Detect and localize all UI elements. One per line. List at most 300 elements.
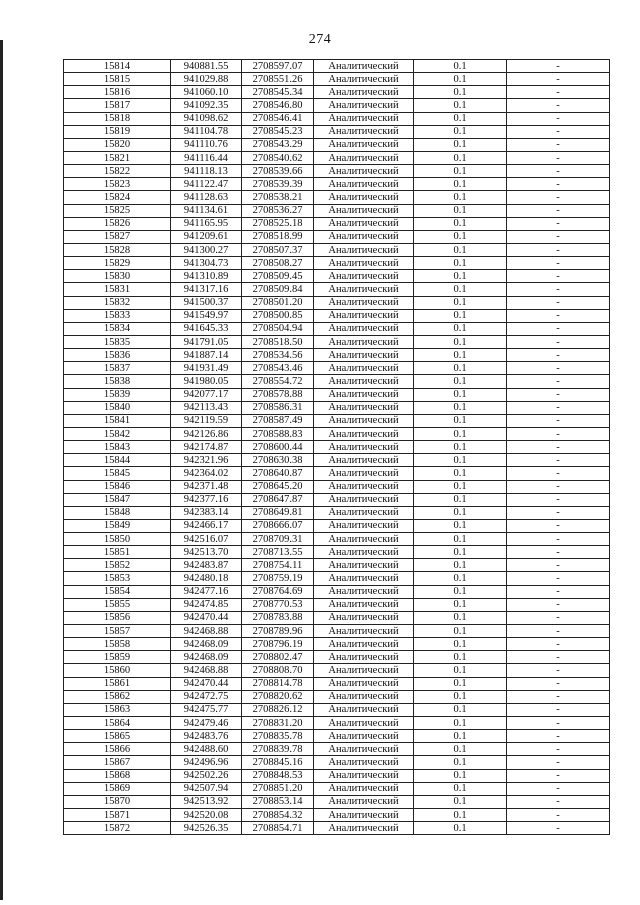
accuracy-cell: 0.1 bbox=[414, 703, 507, 716]
x-coordinate-cell: 942479.46 bbox=[171, 717, 242, 730]
x-coordinate-cell: 942174.87 bbox=[171, 441, 242, 454]
table-row bbox=[64, 782, 610, 795]
note-cell: - bbox=[507, 230, 610, 243]
y-coordinate-cell: 2708543.46 bbox=[242, 362, 314, 375]
y-coordinate-cell: 2708839.78 bbox=[242, 743, 314, 756]
x-coordinate-cell: 942364.02 bbox=[171, 467, 242, 480]
point-number-cell: 15867 bbox=[64, 756, 171, 769]
point-number-cell: 15870 bbox=[64, 795, 171, 808]
note-cell: - bbox=[507, 73, 610, 86]
table-row bbox=[64, 519, 610, 532]
method-cell: Аналитический bbox=[314, 349, 414, 362]
y-coordinate-cell: 2708814.78 bbox=[242, 677, 314, 690]
table-row bbox=[64, 703, 610, 716]
x-coordinate-cell: 942475.77 bbox=[171, 703, 242, 716]
method-cell: Аналитический bbox=[314, 677, 414, 690]
method-cell: Аналитический bbox=[314, 743, 414, 756]
note-cell: - bbox=[507, 375, 610, 388]
y-coordinate-cell: 2708770.53 bbox=[242, 598, 314, 611]
table-row bbox=[64, 230, 610, 243]
note-cell: - bbox=[507, 756, 610, 769]
table-row bbox=[64, 625, 610, 638]
method-cell: Аналитический bbox=[314, 809, 414, 822]
note-cell: - bbox=[507, 651, 610, 664]
y-coordinate-cell: 2708630.38 bbox=[242, 454, 314, 467]
accuracy-cell: 0.1 bbox=[414, 414, 507, 427]
method-cell: Аналитический bbox=[314, 559, 414, 572]
note-cell: - bbox=[507, 690, 610, 703]
table-row bbox=[64, 73, 610, 86]
y-coordinate-cell: 2708508.27 bbox=[242, 257, 314, 270]
point-number-cell: 15831 bbox=[64, 283, 171, 296]
y-coordinate-cell: 2708783.88 bbox=[242, 611, 314, 624]
method-cell: Аналитический bbox=[314, 322, 414, 335]
accuracy-cell: 0.1 bbox=[414, 730, 507, 743]
point-number-cell: 15860 bbox=[64, 664, 171, 677]
accuracy-cell: 0.1 bbox=[414, 769, 507, 782]
method-cell: Аналитический bbox=[314, 112, 414, 125]
x-coordinate-cell: 942474.85 bbox=[171, 598, 242, 611]
note-cell: - bbox=[507, 165, 610, 178]
note-cell: - bbox=[507, 414, 610, 427]
x-coordinate-cell: 942496.96 bbox=[171, 756, 242, 769]
x-coordinate-cell: 941317.16 bbox=[171, 283, 242, 296]
y-coordinate-cell: 2708597.07 bbox=[242, 60, 314, 73]
accuracy-cell: 0.1 bbox=[414, 427, 507, 440]
point-number-cell: 15872 bbox=[64, 822, 171, 835]
accuracy-cell: 0.1 bbox=[414, 112, 507, 125]
point-number-cell: 15819 bbox=[64, 125, 171, 138]
y-coordinate-cell: 2708587.49 bbox=[242, 414, 314, 427]
note-cell: - bbox=[507, 809, 610, 822]
method-cell: Аналитический bbox=[314, 454, 414, 467]
table-row bbox=[64, 611, 610, 624]
y-coordinate-cell: 2708854.71 bbox=[242, 822, 314, 835]
point-number-cell: 15836 bbox=[64, 349, 171, 362]
note-cell: - bbox=[507, 322, 610, 335]
y-coordinate-cell: 2708600.44 bbox=[242, 441, 314, 454]
accuracy-cell: 0.1 bbox=[414, 782, 507, 795]
accuracy-cell: 0.1 bbox=[414, 335, 507, 348]
table-row bbox=[64, 349, 610, 362]
x-coordinate-cell: 941500.37 bbox=[171, 296, 242, 309]
x-coordinate-cell: 941060.10 bbox=[171, 86, 242, 99]
y-coordinate-cell: 2708666.07 bbox=[242, 519, 314, 532]
accuracy-cell: 0.1 bbox=[414, 243, 507, 256]
accuracy-cell: 0.1 bbox=[414, 717, 507, 730]
table-row bbox=[64, 191, 610, 204]
method-cell: Аналитический bbox=[314, 309, 414, 322]
point-number-cell: 15856 bbox=[64, 611, 171, 624]
y-coordinate-cell: 2708709.31 bbox=[242, 533, 314, 546]
point-number-cell: 15840 bbox=[64, 401, 171, 414]
note-cell: - bbox=[507, 638, 610, 651]
note-cell: - bbox=[507, 125, 610, 138]
table-row bbox=[64, 769, 610, 782]
x-coordinate-cell: 941092.35 bbox=[171, 99, 242, 112]
accuracy-cell: 0.1 bbox=[414, 493, 507, 506]
table-row bbox=[64, 717, 610, 730]
method-cell: Аналитический bbox=[314, 165, 414, 178]
x-coordinate-cell: 941165.95 bbox=[171, 217, 242, 230]
point-number-cell: 15871 bbox=[64, 809, 171, 822]
y-coordinate-cell: 2708853.14 bbox=[242, 795, 314, 808]
y-coordinate-cell: 2708539.39 bbox=[242, 178, 314, 191]
x-coordinate-cell: 942371.48 bbox=[171, 480, 242, 493]
note-cell: - bbox=[507, 349, 610, 362]
point-number-cell: 15828 bbox=[64, 243, 171, 256]
method-cell: Аналитический bbox=[314, 493, 414, 506]
accuracy-cell: 0.1 bbox=[414, 362, 507, 375]
point-number-cell: 15821 bbox=[64, 151, 171, 164]
point-number-cell: 15817 bbox=[64, 99, 171, 112]
accuracy-cell: 0.1 bbox=[414, 257, 507, 270]
method-cell: Аналитический bbox=[314, 296, 414, 309]
point-number-cell: 15839 bbox=[64, 388, 171, 401]
note-cell: - bbox=[507, 519, 610, 532]
y-coordinate-cell: 2708509.84 bbox=[242, 283, 314, 296]
table-row bbox=[64, 322, 610, 335]
table-row bbox=[64, 414, 610, 427]
x-coordinate-cell: 941887.14 bbox=[171, 349, 242, 362]
y-coordinate-cell: 2708845.16 bbox=[242, 756, 314, 769]
point-number-cell: 15823 bbox=[64, 178, 171, 191]
point-number-cell: 15869 bbox=[64, 782, 171, 795]
note-cell: - bbox=[507, 204, 610, 217]
note-cell: - bbox=[507, 296, 610, 309]
x-coordinate-cell: 941029.88 bbox=[171, 73, 242, 86]
note-cell: - bbox=[507, 677, 610, 690]
point-number-cell: 15838 bbox=[64, 375, 171, 388]
point-number-cell: 15866 bbox=[64, 743, 171, 756]
table-row bbox=[64, 112, 610, 125]
method-cell: Аналитический bbox=[314, 546, 414, 559]
table-row bbox=[64, 257, 610, 270]
note-cell: - bbox=[507, 441, 610, 454]
method-cell: Аналитический bbox=[314, 769, 414, 782]
note-cell: - bbox=[507, 480, 610, 493]
table-row bbox=[64, 309, 610, 322]
point-number-cell: 15841 bbox=[64, 414, 171, 427]
accuracy-cell: 0.1 bbox=[414, 625, 507, 638]
x-coordinate-cell: 941134.61 bbox=[171, 204, 242, 217]
method-cell: Аналитический bbox=[314, 638, 414, 651]
method-cell: Аналитический bbox=[314, 533, 414, 546]
accuracy-cell: 0.1 bbox=[414, 204, 507, 217]
method-cell: Аналитический bbox=[314, 703, 414, 716]
note-cell: - bbox=[507, 467, 610, 480]
point-number-cell: 15843 bbox=[64, 441, 171, 454]
note-cell: - bbox=[507, 493, 610, 506]
method-cell: Аналитический bbox=[314, 795, 414, 808]
table-row bbox=[64, 60, 610, 73]
method-cell: Аналитический bbox=[314, 441, 414, 454]
accuracy-cell: 0.1 bbox=[414, 138, 507, 151]
y-coordinate-cell: 2708848.53 bbox=[242, 769, 314, 782]
x-coordinate-cell: 941209.61 bbox=[171, 230, 242, 243]
method-cell: Аналитический bbox=[314, 427, 414, 440]
point-number-cell: 15865 bbox=[64, 730, 171, 743]
x-coordinate-cell: 942468.88 bbox=[171, 664, 242, 677]
method-cell: Аналитический bbox=[314, 651, 414, 664]
x-coordinate-cell: 942321.96 bbox=[171, 454, 242, 467]
y-coordinate-cell: 2708586.31 bbox=[242, 401, 314, 414]
x-coordinate-cell: 942480.18 bbox=[171, 572, 242, 585]
y-coordinate-cell: 2708534.56 bbox=[242, 349, 314, 362]
point-number-cell: 15868 bbox=[64, 769, 171, 782]
note-cell: - bbox=[507, 388, 610, 401]
accuracy-cell: 0.1 bbox=[414, 756, 507, 769]
point-number-cell: 15851 bbox=[64, 546, 171, 559]
y-coordinate-cell: 2708500.85 bbox=[242, 309, 314, 322]
note-cell: - bbox=[507, 112, 610, 125]
table-row bbox=[64, 362, 610, 375]
point-number-cell: 15830 bbox=[64, 270, 171, 283]
point-number-cell: 15855 bbox=[64, 598, 171, 611]
y-coordinate-cell: 2708540.62 bbox=[242, 151, 314, 164]
table-row bbox=[64, 401, 610, 414]
table-row bbox=[64, 151, 610, 164]
table-row bbox=[64, 493, 610, 506]
x-coordinate-cell: 942513.70 bbox=[171, 546, 242, 559]
table-row bbox=[64, 809, 610, 822]
x-coordinate-cell: 941122.47 bbox=[171, 178, 242, 191]
method-cell: Аналитический bbox=[314, 756, 414, 769]
y-coordinate-cell: 2708851.20 bbox=[242, 782, 314, 795]
table-row bbox=[64, 270, 610, 283]
point-number-cell: 15816 bbox=[64, 86, 171, 99]
table-row bbox=[64, 651, 610, 664]
y-coordinate-cell: 2708518.99 bbox=[242, 230, 314, 243]
coordinates-table bbox=[63, 59, 610, 835]
table-row bbox=[64, 546, 610, 559]
note-cell: - bbox=[507, 703, 610, 716]
point-number-cell: 15846 bbox=[64, 480, 171, 493]
accuracy-cell: 0.1 bbox=[414, 546, 507, 559]
table-row bbox=[64, 638, 610, 651]
y-coordinate-cell: 2708543.29 bbox=[242, 138, 314, 151]
point-number-cell: 15864 bbox=[64, 717, 171, 730]
note-cell: - bbox=[507, 138, 610, 151]
table-row bbox=[64, 335, 610, 348]
method-cell: Аналитический bbox=[314, 506, 414, 519]
y-coordinate-cell: 2708501.20 bbox=[242, 296, 314, 309]
method-cell: Аналитический bbox=[314, 257, 414, 270]
x-coordinate-cell: 941310.89 bbox=[171, 270, 242, 283]
y-coordinate-cell: 2708509.45 bbox=[242, 270, 314, 283]
table-row bbox=[64, 690, 610, 703]
note-cell: - bbox=[507, 86, 610, 99]
y-coordinate-cell: 2708546.41 bbox=[242, 112, 314, 125]
point-number-cell: 15824 bbox=[64, 191, 171, 204]
method-cell: Аналитический bbox=[314, 598, 414, 611]
accuracy-cell: 0.1 bbox=[414, 651, 507, 664]
note-cell: - bbox=[507, 730, 610, 743]
accuracy-cell: 0.1 bbox=[414, 165, 507, 178]
table-row bbox=[64, 585, 610, 598]
point-number-cell: 15844 bbox=[64, 454, 171, 467]
x-coordinate-cell: 942516.07 bbox=[171, 533, 242, 546]
point-number-cell: 15834 bbox=[64, 322, 171, 335]
table-row bbox=[64, 467, 610, 480]
x-coordinate-cell: 942526.35 bbox=[171, 822, 242, 835]
table-row bbox=[64, 86, 610, 99]
method-cell: Аналитический bbox=[314, 822, 414, 835]
x-coordinate-cell: 942488.60 bbox=[171, 743, 242, 756]
x-coordinate-cell: 942507.94 bbox=[171, 782, 242, 795]
method-cell: Аналитический bbox=[314, 467, 414, 480]
point-number-cell: 15829 bbox=[64, 257, 171, 270]
accuracy-cell: 0.1 bbox=[414, 388, 507, 401]
y-coordinate-cell: 2708854.32 bbox=[242, 809, 314, 822]
y-coordinate-cell: 2708826.12 bbox=[242, 703, 314, 716]
point-number-cell: 15835 bbox=[64, 335, 171, 348]
accuracy-cell: 0.1 bbox=[414, 322, 507, 335]
x-coordinate-cell: 941791.05 bbox=[171, 335, 242, 348]
method-cell: Аналитический bbox=[314, 138, 414, 151]
point-number-cell: 15815 bbox=[64, 73, 171, 86]
x-coordinate-cell: 941104.78 bbox=[171, 125, 242, 138]
x-coordinate-cell: 942483.87 bbox=[171, 559, 242, 572]
y-coordinate-cell: 2708545.23 bbox=[242, 125, 314, 138]
point-number-cell: 15861 bbox=[64, 677, 171, 690]
note-cell: - bbox=[507, 795, 610, 808]
x-coordinate-cell: 942513.92 bbox=[171, 795, 242, 808]
table-row bbox=[64, 125, 610, 138]
y-coordinate-cell: 2708551.26 bbox=[242, 73, 314, 86]
point-number-cell: 15842 bbox=[64, 427, 171, 440]
method-cell: Аналитический bbox=[314, 151, 414, 164]
y-coordinate-cell: 2708545.34 bbox=[242, 86, 314, 99]
y-coordinate-cell: 2708820.62 bbox=[242, 690, 314, 703]
note-cell: - bbox=[507, 178, 610, 191]
y-coordinate-cell: 2708578.88 bbox=[242, 388, 314, 401]
y-coordinate-cell: 2708754.11 bbox=[242, 559, 314, 572]
method-cell: Аналитический bbox=[314, 401, 414, 414]
accuracy-cell: 0.1 bbox=[414, 559, 507, 572]
method-cell: Аналитический bbox=[314, 782, 414, 795]
method-cell: Аналитический bbox=[314, 375, 414, 388]
point-number-cell: 15833 bbox=[64, 309, 171, 322]
accuracy-cell: 0.1 bbox=[414, 822, 507, 835]
y-coordinate-cell: 2708802.47 bbox=[242, 651, 314, 664]
accuracy-cell: 0.1 bbox=[414, 506, 507, 519]
table-row bbox=[64, 178, 610, 191]
y-coordinate-cell: 2708649.81 bbox=[242, 506, 314, 519]
accuracy-cell: 0.1 bbox=[414, 690, 507, 703]
method-cell: Аналитический bbox=[314, 99, 414, 112]
table-row bbox=[64, 375, 610, 388]
note-cell: - bbox=[507, 546, 610, 559]
note-cell: - bbox=[507, 559, 610, 572]
page-number: 274 bbox=[308, 32, 332, 47]
accuracy-cell: 0.1 bbox=[414, 178, 507, 191]
y-coordinate-cell: 2708525.18 bbox=[242, 217, 314, 230]
y-coordinate-cell: 2708507.37 bbox=[242, 243, 314, 256]
method-cell: Аналитический bbox=[314, 572, 414, 585]
note-cell: - bbox=[507, 191, 610, 204]
accuracy-cell: 0.1 bbox=[414, 296, 507, 309]
note-cell: - bbox=[507, 151, 610, 164]
y-coordinate-cell: 2708640.87 bbox=[242, 467, 314, 480]
note-cell: - bbox=[507, 572, 610, 585]
method-cell: Аналитический bbox=[314, 230, 414, 243]
point-number-cell: 15847 bbox=[64, 493, 171, 506]
note-cell: - bbox=[507, 717, 610, 730]
accuracy-cell: 0.1 bbox=[414, 611, 507, 624]
y-coordinate-cell: 2708647.87 bbox=[242, 493, 314, 506]
note-cell: - bbox=[507, 822, 610, 835]
x-coordinate-cell: 942383.14 bbox=[171, 506, 242, 519]
y-coordinate-cell: 2708588.83 bbox=[242, 427, 314, 440]
x-coordinate-cell: 942520.08 bbox=[171, 809, 242, 822]
x-coordinate-cell: 942377.16 bbox=[171, 493, 242, 506]
point-number-cell: 15849 bbox=[64, 519, 171, 532]
x-coordinate-cell: 941118.13 bbox=[171, 165, 242, 178]
accuracy-cell: 0.1 bbox=[414, 519, 507, 532]
accuracy-cell: 0.1 bbox=[414, 401, 507, 414]
point-number-cell: 15845 bbox=[64, 467, 171, 480]
table-row bbox=[64, 664, 610, 677]
note-cell: - bbox=[507, 309, 610, 322]
accuracy-cell: 0.1 bbox=[414, 638, 507, 651]
y-coordinate-cell: 2708808.70 bbox=[242, 664, 314, 677]
table-row bbox=[64, 795, 610, 808]
point-number-cell: 15850 bbox=[64, 533, 171, 546]
note-cell: - bbox=[507, 533, 610, 546]
x-coordinate-cell: 942468.09 bbox=[171, 638, 242, 651]
point-number-cell: 15863 bbox=[64, 703, 171, 716]
point-number-cell: 15832 bbox=[64, 296, 171, 309]
table-row bbox=[64, 204, 610, 217]
table-row bbox=[64, 427, 610, 440]
method-cell: Аналитический bbox=[314, 125, 414, 138]
x-coordinate-cell: 941110.76 bbox=[171, 138, 242, 151]
table-row bbox=[64, 165, 610, 178]
accuracy-cell: 0.1 bbox=[414, 677, 507, 690]
accuracy-cell: 0.1 bbox=[414, 309, 507, 322]
y-coordinate-cell: 2708546.80 bbox=[242, 99, 314, 112]
point-number-cell: 15862 bbox=[64, 690, 171, 703]
point-number-cell: 15859 bbox=[64, 651, 171, 664]
method-cell: Аналитический bbox=[314, 73, 414, 86]
x-coordinate-cell: 942477.16 bbox=[171, 585, 242, 598]
x-coordinate-cell: 942468.09 bbox=[171, 651, 242, 664]
note-cell: - bbox=[507, 283, 610, 296]
point-number-cell: 15820 bbox=[64, 138, 171, 151]
accuracy-cell: 0.1 bbox=[414, 743, 507, 756]
accuracy-cell: 0.1 bbox=[414, 585, 507, 598]
note-cell: - bbox=[507, 769, 610, 782]
note-cell: - bbox=[507, 598, 610, 611]
note-cell: - bbox=[507, 99, 610, 112]
table-row bbox=[64, 441, 610, 454]
table-row bbox=[64, 506, 610, 519]
note-cell: - bbox=[507, 270, 610, 283]
table-row bbox=[64, 756, 610, 769]
accuracy-cell: 0.1 bbox=[414, 73, 507, 86]
point-number-cell: 15827 bbox=[64, 230, 171, 243]
note-cell: - bbox=[507, 625, 610, 638]
point-number-cell: 15814 bbox=[64, 60, 171, 73]
accuracy-cell: 0.1 bbox=[414, 795, 507, 808]
method-cell: Аналитический bbox=[314, 178, 414, 191]
point-number-cell: 15837 bbox=[64, 362, 171, 375]
table-row bbox=[64, 559, 610, 572]
table-row bbox=[64, 533, 610, 546]
method-cell: Аналитический bbox=[314, 86, 414, 99]
note-cell: - bbox=[507, 506, 610, 519]
